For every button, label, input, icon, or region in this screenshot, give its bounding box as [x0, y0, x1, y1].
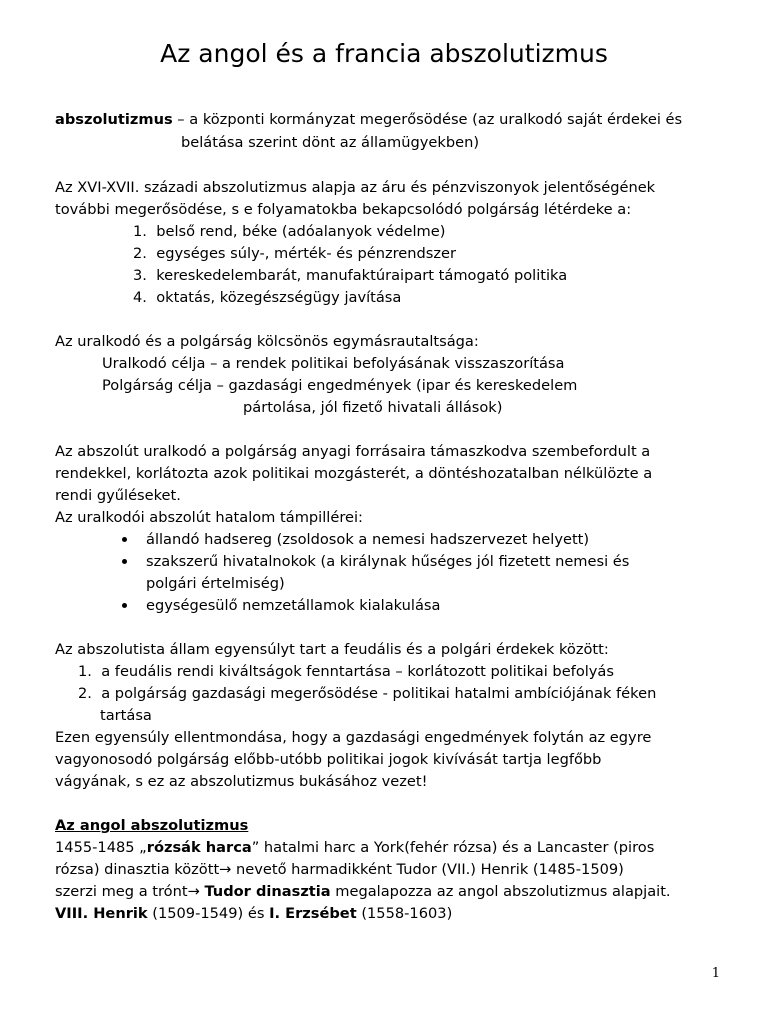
balance-item-num: 2.: [78, 685, 92, 702]
mutual-line-2: Polgárság célja – gazdasági engedmények (ipar és kereskedelem: [102, 377, 578, 394]
basis-item-4: [133, 288, 401, 308]
english-section-heading: Az angol abszolutizmus: [55, 817, 249, 834]
pillars-heading: Az uralkodói abszolút hatalom támpillérei:: [55, 509, 363, 526]
pillar-bullet-2: szakszerű hivatalnokok (a királynak hűséges jól fizetett nemesi és: [146, 553, 630, 570]
pillar-bullet-2-continued: polgári értelmiség): [146, 575, 285, 592]
basis-item-2: [133, 244, 456, 264]
balance-item-text: a polgárság gazdasági megerősödése - politikai hatalmi ambíciójának féken: [101, 685, 657, 702]
english-text: 1455-1485 „: [55, 839, 147, 856]
wars-of-roses: rózsák harca: [146, 839, 252, 856]
basis-item-num: 2.: [133, 245, 147, 262]
elizabeth-i: I. Erzsébet: [269, 905, 357, 922]
balance-item-num: 1.: [78, 663, 92, 680]
pillar-bullet-3: egységesülő nemzetállamok kialakulása: [146, 597, 441, 614]
balance-conclusion-1: Ezen egyensúly ellentmondása, hogy a gazdasági engedmények folytán az egyre: [55, 729, 652, 746]
henry-viii: VIII. Henrik: [55, 905, 148, 922]
basis-item-text: egységes súly-, mérték- és pénzrendszer: [156, 245, 457, 262]
english-text: (1509-1549) és: [147, 905, 270, 922]
balance-item-2-continued: tartása: [100, 707, 152, 724]
basis-item-num: 3.: [133, 267, 147, 284]
ruler-paragraph-3: rendi gyűléseket.: [55, 487, 181, 504]
basis-intro-1: Az XVI-XVII. századi abszolutizmus alapja az áru és pénzviszonyok jelentőségének: [55, 179, 656, 196]
mutual-heading: Az uralkodó és a polgárság kölcsönös egymásrautaltsága:: [55, 333, 479, 350]
balance-item-text: a feudális rendi kiváltságok fenntartása – korlátozott politikai befolyás: [101, 663, 614, 680]
page-title: Az angol és a francia abszolutizmus: [160, 39, 608, 68]
ruler-paragraph-1: Az abszolút uralkodó a polgárság anyagi forrásaira támaszkodva szembefordult a: [55, 443, 651, 460]
definition-term: abszolutizmus: [55, 111, 173, 128]
english-text: megalapozza az angol abszolutizmus alapjait.: [330, 883, 671, 900]
balance-item-1: [78, 662, 614, 682]
balance-heading: Az abszolutista állam egyensúlyt tart a feudális és a polgári érdekek között:: [55, 641, 609, 658]
english-line-2: rózsa) dinasztia között→ nevető harmadikként Tudor (VII.) Henrik (1485-1509): [55, 861, 624, 878]
basis-item-1: [133, 222, 445, 242]
balance-conclusion-2: vagyonosodó polgárság előbb-utóbb politikai jogok kivívását tartja legfőbb: [55, 751, 602, 768]
basis-item-num: 1.: [133, 223, 147, 240]
basis-item-num: 4.: [133, 289, 147, 306]
definition-line-1: [55, 110, 682, 130]
basis-item-text: kereskedelembarát, manufaktúraipart támogató politika: [156, 267, 568, 284]
english-text: (1558-1603): [356, 905, 453, 922]
ruler-paragraph-2: rendekkel, korlátozta azok politikai mozgásterét, a döntéshozatalban nélkülözte a: [55, 465, 653, 482]
basis-item-3: [133, 266, 567, 286]
mutual-line-1: Uralkodó célja – a rendek politikai befolyásának visszaszorítása: [102, 355, 565, 372]
definition-line-2: belátása szerint dönt az államügyekben): [181, 134, 480, 151]
english-text: ” hatalmi harc a York(fehér rózsa) és a Lancaster (piros: [251, 839, 655, 856]
english-line-3: [55, 882, 671, 902]
basis-intro-2: további megerősödése, s e folyamatokba bekapcsolódó polgárság létérdeke a:: [55, 201, 632, 218]
english-line-4: [55, 904, 452, 924]
tudor-dynasty: Tudor dinasztia: [204, 883, 331, 900]
english-line-1: [55, 838, 654, 858]
balance-item-2: [78, 684, 656, 704]
english-text: szerzi meg a trónt→: [55, 883, 205, 900]
definition-text-1: – a központi kormányzat megerősödése (az uralkodó saját érdekei és: [172, 111, 683, 128]
mutual-line-3: pártolása, jól fizető hivatali állások): [243, 399, 503, 416]
basis-item-text: belső rend, béke (adóalanyok védelme): [156, 223, 446, 240]
page-number: 1: [711, 966, 720, 981]
balance-conclusion-3: vágyának, s ez az abszolutizmus bukásához vezet!: [55, 773, 428, 790]
basis-item-text: oktatás, közegészségügy javítása: [156, 289, 402, 306]
pillar-bullet-1: állandó hadsereg (zsoldosok a nemesi hadszervezet helyett): [146, 531, 590, 548]
